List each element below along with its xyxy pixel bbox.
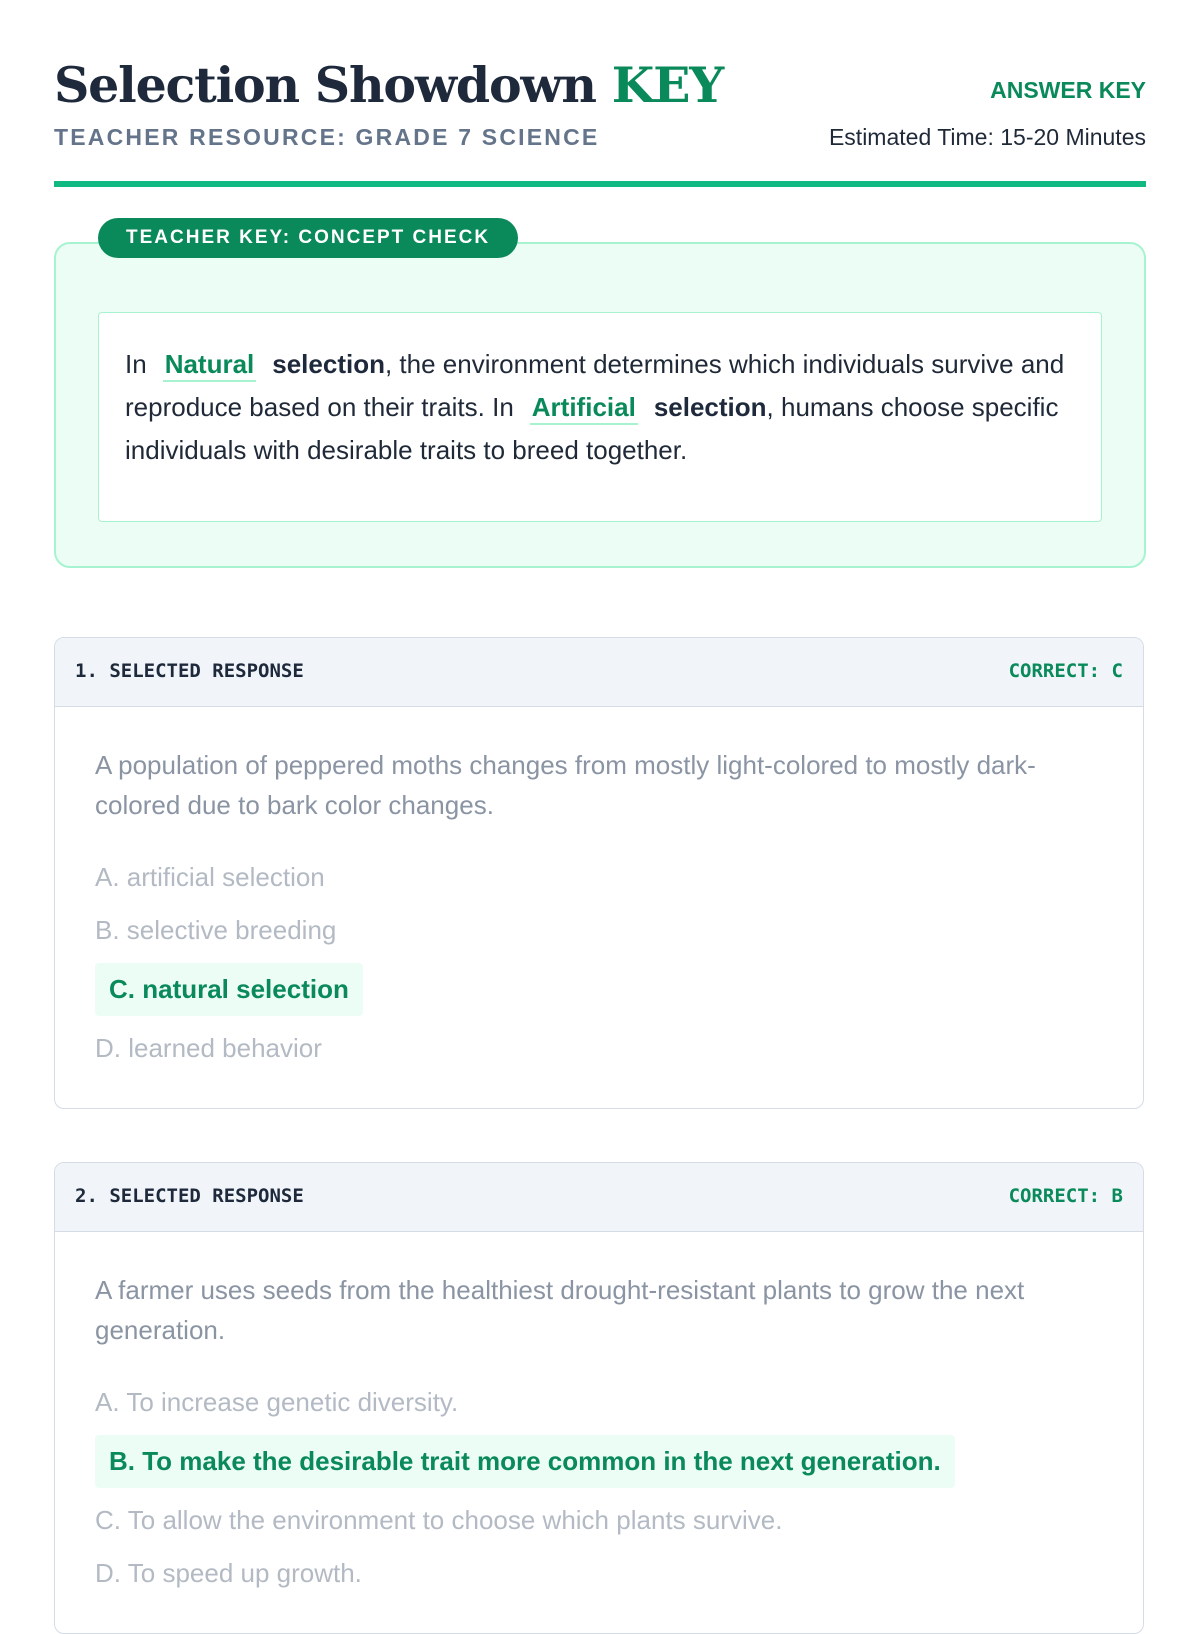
page-title	[54, 56, 723, 114]
question-prompt: A farmer uses seeds from the healthiest drought-resistant plants to grow the next generation.	[95, 1275, 1025, 1345]
question-label: 2. SELECTED RESPONSE	[75, 1185, 304, 1207]
question-card-1	[54, 637, 1144, 1109]
option-b: B. selective breeding	[95, 915, 337, 945]
correct-answer-label: CORRECT: C	[1008, 660, 1123, 682]
option-a: A. To increase genetic diversity.	[95, 1387, 459, 1417]
title-accent: KEY	[611, 56, 724, 114]
option-a: A. artificial selection	[95, 862, 325, 892]
concept-check-text	[98, 312, 1102, 522]
concept-check-badge: TEACHER KEY: CONCEPT CHECK	[98, 218, 518, 258]
question-prompt: A population of peppered moths changes from mostly light-colored to mostly dark-colored due to bark color changes.	[95, 750, 1036, 820]
option-c-correct: C. natural selection	[95, 963, 1103, 1016]
estimated-time: Estimated Time: 15-20 Minutes	[828, 124, 1146, 150]
option-c: C. To allow the environment to choose which plants survive.	[95, 1505, 783, 1535]
concept-word-1: selection	[272, 349, 385, 379]
concept-word-2: selection	[653, 392, 767, 422]
question-label: 1. SELECTED RESPONSE	[75, 660, 304, 682]
concept-check-panel	[54, 227, 1146, 568]
worksheet-page	[54, 0, 1146, 1588]
question-header	[55, 638, 1143, 707]
option-b-correct: B. To make the desirable trait more common in the next generation.	[95, 1435, 1103, 1488]
question-card-2	[54, 1162, 1144, 1634]
concept-text-2: , the environment determines which individuals survive and reproduce based on their traits. In	[125, 349, 1065, 422]
correct-answer-label: CORRECT: B	[1008, 1185, 1123, 1207]
blank-answer-artificial: Artificial	[530, 391, 638, 425]
header-divider	[54, 181, 1146, 187]
blank-answer-natural: Natural	[163, 348, 257, 382]
concept-text-1: In	[125, 349, 147, 379]
subtitle: TEACHER RESOURCE: GRADE 7 SCIENCE	[54, 124, 600, 150]
concept-text-3: , humans choose specific individuals with desirable traits to breed together.	[125, 392, 1059, 465]
question-header	[55, 1163, 1143, 1232]
header	[54, 0, 1146, 186]
option-d: D. learned behavior	[95, 1033, 322, 1063]
option-d: D. To speed up growth.	[95, 1558, 362, 1588]
title-main: Selection Showdown	[54, 56, 596, 114]
answer-key-label: ANSWER KEY	[990, 77, 1146, 103]
